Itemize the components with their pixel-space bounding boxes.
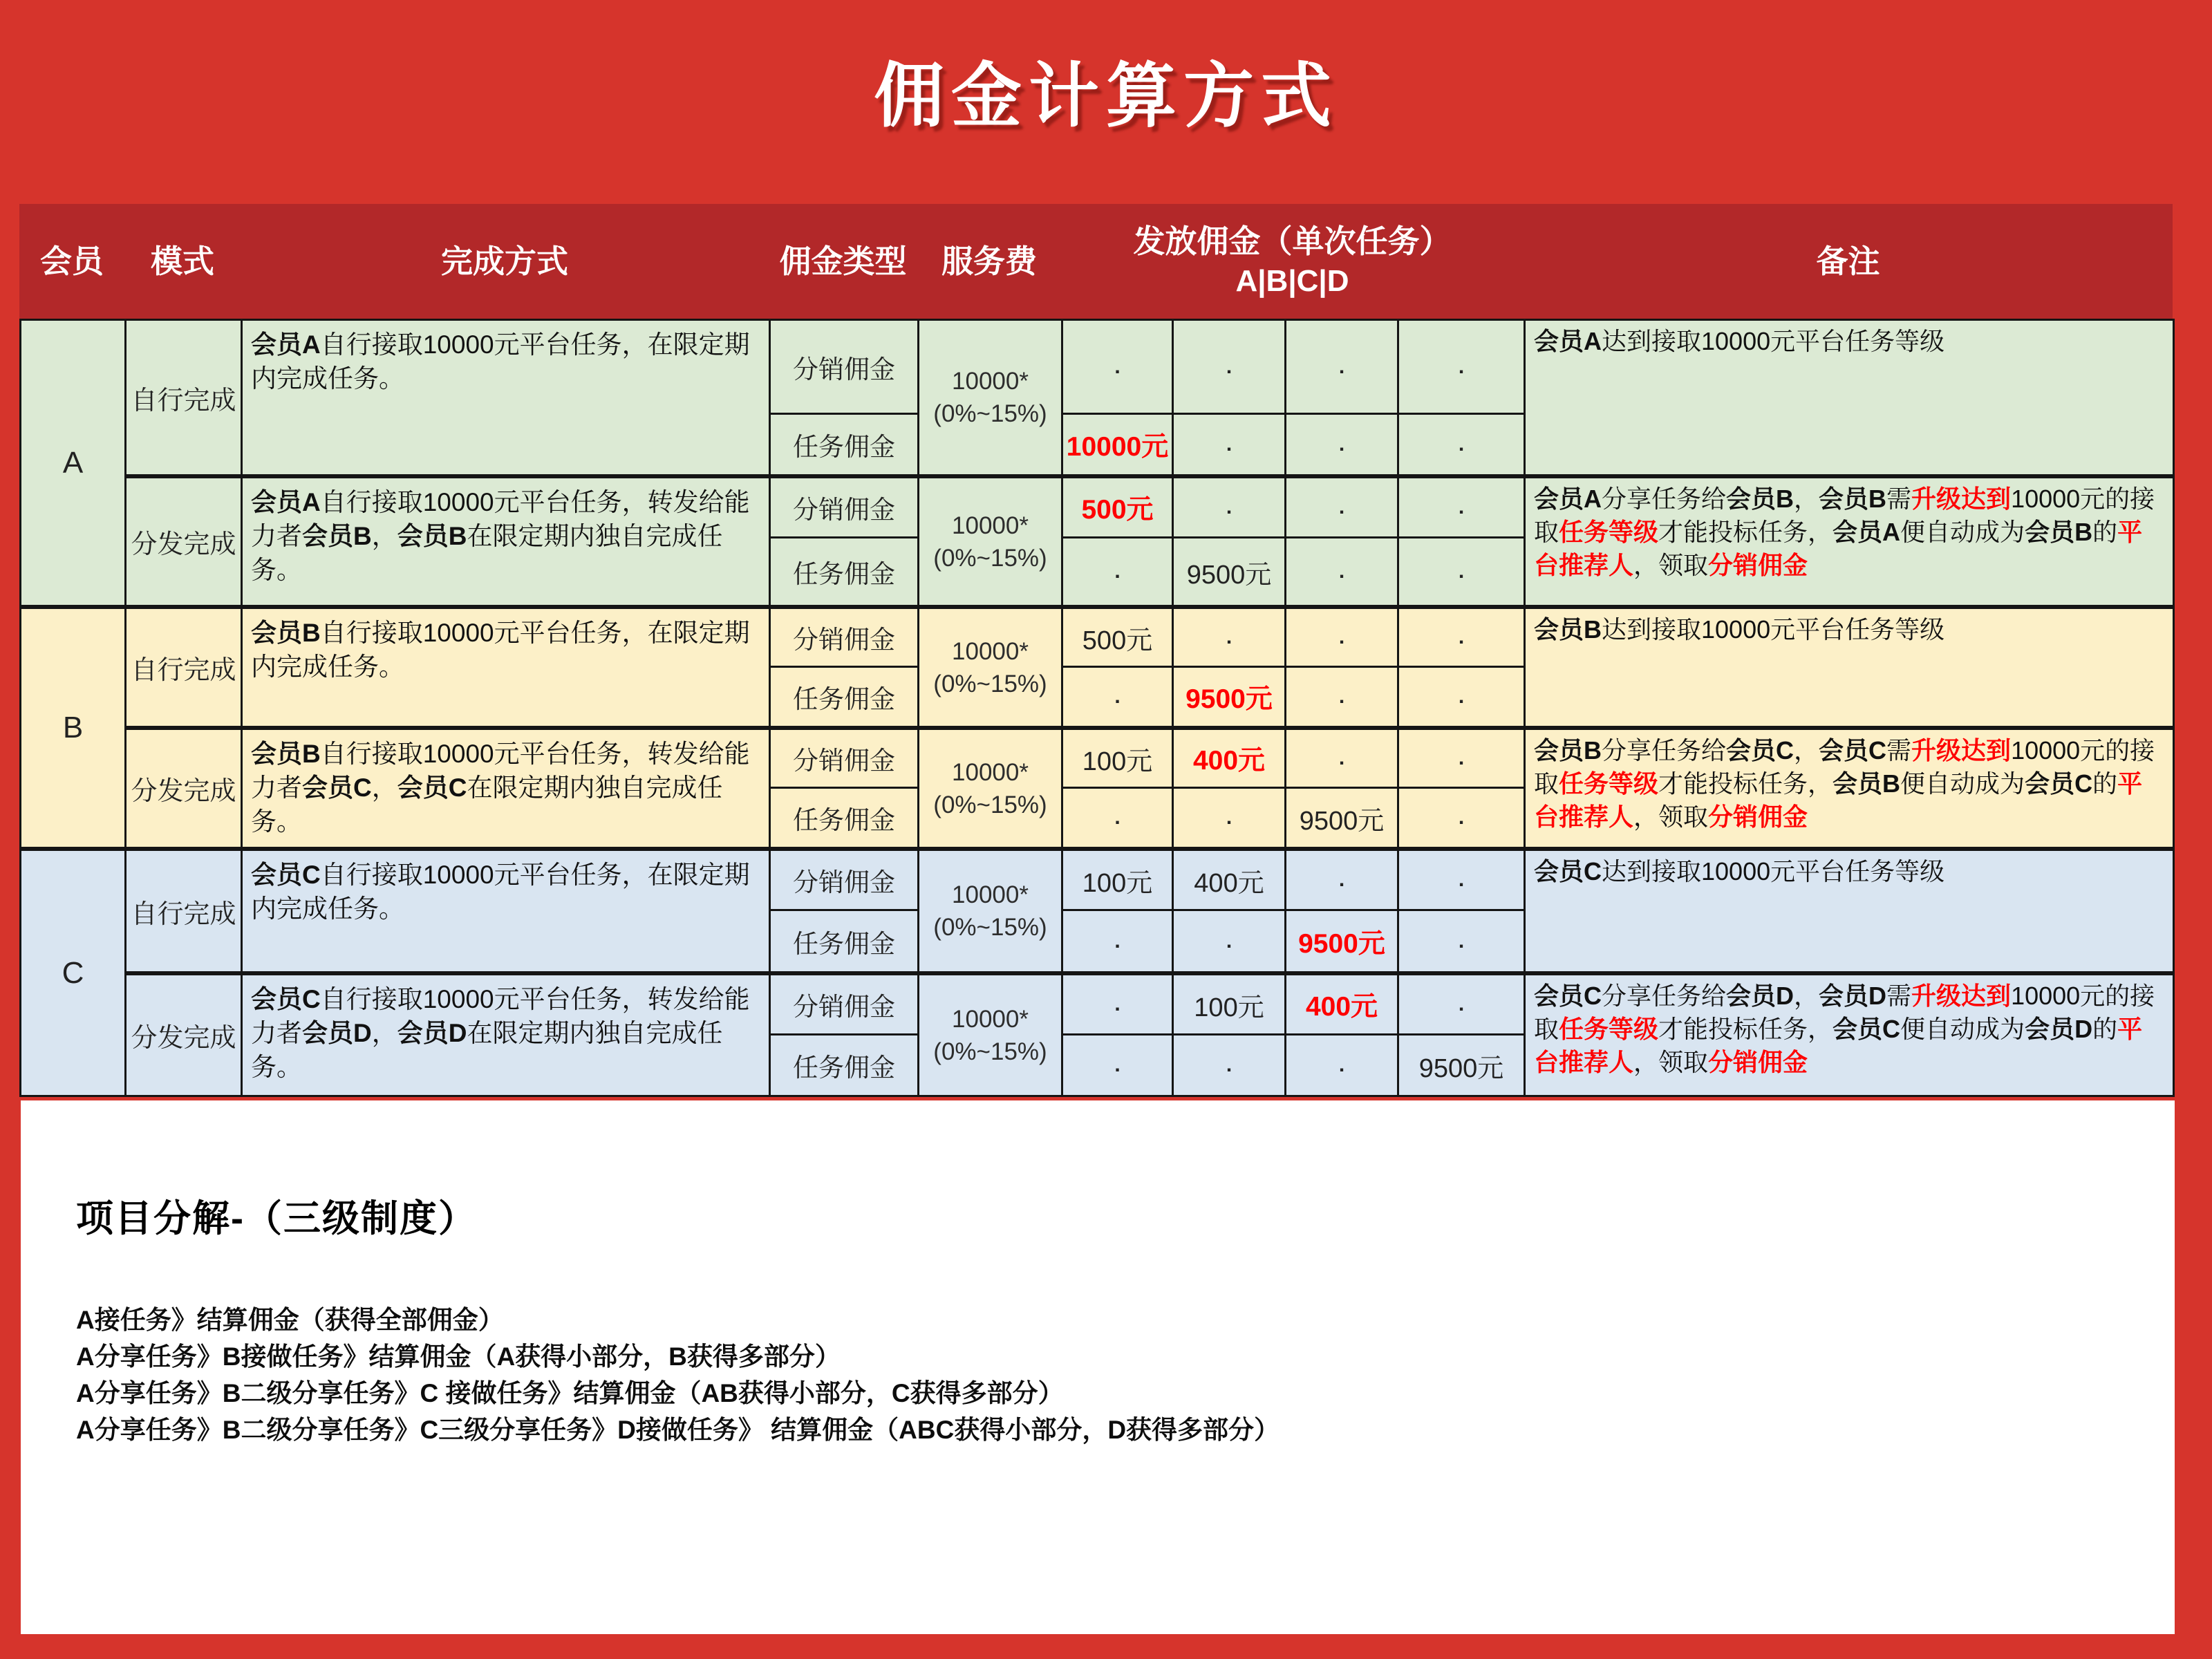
- payout-value-cell: .: [1399, 973, 1526, 1035]
- breakdown-line: A分享任务》B二级分享任务》C 接做任务》结算佣金（AB获得小部分，C获得多部分）: [76, 1379, 1064, 1407]
- payout-value-cell: .: [1399, 911, 1526, 973]
- breakdown-line: A分享任务》B接做任务》结算佣金（A获得小部分，B获得多部分）: [76, 1342, 841, 1371]
- breakdown-line: A接任务》结算佣金（获得全部佣金）: [76, 1306, 504, 1334]
- payout-value-cell: 9500元: [1399, 1035, 1526, 1097]
- method-description-cell: 会员A自行接取10000元平台任务，在限定期内完成任务。: [243, 321, 771, 476]
- payout-value-cell: 400元: [1174, 849, 1286, 911]
- commission-type-cell: 任务佣金: [771, 538, 919, 607]
- service-fee-cell: 10000* (0%~15%): [919, 607, 1063, 728]
- payout-value-cell: .: [1286, 415, 1399, 476]
- payout-value-cell: .: [1174, 476, 1286, 538]
- service-fee-cell: 10000* (0%~15%): [919, 728, 1063, 849]
- commission-type-cell: 任务佣金: [771, 668, 919, 728]
- payout-value-cell: .: [1286, 1035, 1399, 1097]
- method-description-cell: 会员B自行接取10000元平台任务，转发给能力者会员C，会员C在限定期内独自完成任务。: [243, 728, 771, 849]
- payout-value-cell: .: [1063, 1035, 1174, 1097]
- header-payout-abcd: A|B|C|D: [1235, 264, 1349, 299]
- payout-value-cell: 9500元: [1174, 538, 1286, 607]
- service-fee-cell: 10000* (0%~15%): [919, 476, 1063, 607]
- commission-type-cell: 任务佣金: [771, 911, 919, 973]
- payout-value-cell: .: [1286, 321, 1399, 415]
- service-fee-cell: 10000* (0%~15%): [919, 849, 1063, 973]
- commission-type-cell: 分销佣金: [771, 728, 919, 789]
- breakdown-panel: [21, 1100, 2175, 1634]
- payout-value-cell: .: [1063, 973, 1174, 1035]
- payout-value-cell: .: [1174, 321, 1286, 415]
- payout-value-cell: .: [1399, 789, 1526, 849]
- payout-value-cell: .: [1399, 321, 1526, 415]
- payout-value-cell: 100元: [1063, 849, 1174, 911]
- payout-value-cell: .: [1174, 789, 1286, 849]
- payout-value-cell: 100元: [1063, 728, 1174, 789]
- payout-value-cell: 9500元: [1174, 668, 1286, 728]
- method-description-cell: 会员C自行接取10000元平台任务，在限定期内完成任务。: [243, 849, 771, 973]
- header-service-fee: 服务费: [941, 243, 1037, 279]
- remark-cell: 会员C达到接取10000元平台任务等级: [1526, 849, 2175, 973]
- method-description-cell: 会员B自行接取10000元平台任务，在限定期内完成任务。: [243, 607, 771, 728]
- payout-value-cell: .: [1399, 415, 1526, 476]
- payout-value-cell: 100元: [1174, 973, 1286, 1035]
- breakdown-lines: [76, 1302, 2175, 1448]
- payout-value-cell: 9500元: [1286, 911, 1399, 973]
- commission-type-cell: 分销佣金: [771, 607, 919, 668]
- payout-value-cell: 400元: [1174, 728, 1286, 789]
- payout-value-cell: 500元: [1063, 607, 1174, 668]
- mode-cell: 自行完成: [126, 849, 243, 973]
- commission-type-cell: 任务佣金: [771, 1035, 919, 1097]
- header-payout: [1061, 223, 1524, 299]
- commission-type-cell: 分销佣金: [771, 973, 919, 1035]
- payout-value-cell: 10000元: [1063, 415, 1174, 476]
- commission-type-cell: 分销佣金: [771, 321, 919, 415]
- payout-value-cell: .: [1063, 321, 1174, 415]
- payout-value-cell: 400元: [1286, 973, 1399, 1035]
- payout-value-cell: .: [1399, 538, 1526, 607]
- remark-cell: 会员B分享任务给会员C，会员C需升级达到10000元的接取任务等级才能投标任务，会员B便自动成为会员C的平台推荐人，领取分销佣金: [1526, 728, 2175, 849]
- commission-table-body: [19, 319, 2175, 1097]
- payout-value-cell: .: [1286, 476, 1399, 538]
- payout-value-cell: .: [1174, 607, 1286, 668]
- breakdown-line: A分享任务》B二级分享任务》C三级分享任务》D接做任务》 结算佣金（ABC获得小部分，D获得多部分）: [76, 1416, 1280, 1444]
- commission-type-cell: 分销佣金: [771, 849, 919, 911]
- member-cell: A: [21, 321, 126, 607]
- page-title: 佣金计算方式: [874, 57, 1338, 135]
- header-member: 会员: [40, 243, 104, 279]
- method-description-cell: 会员A自行接取10000元平台任务，转发给能力者会员B，会员B在限定期内独自完成任务。: [243, 476, 771, 607]
- payout-value-cell: .: [1063, 668, 1174, 728]
- payout-value-cell: .: [1286, 538, 1399, 607]
- payout-value-cell: .: [1399, 476, 1526, 538]
- commission-type-cell: 任务佣金: [771, 789, 919, 849]
- table-header-band: [19, 204, 2173, 319]
- method-description-cell: 会员C自行接取10000元平台任务，转发给能力者会员D，会员D在限定期内独自完成任务。: [243, 973, 771, 1097]
- payout-value-cell: .: [1286, 849, 1399, 911]
- mode-cell: 自行完成: [126, 321, 243, 476]
- breakdown-heading: 项目分解-（三级制度）: [76, 1198, 477, 1239]
- payout-value-cell: .: [1174, 1035, 1286, 1097]
- payout-value-cell: .: [1286, 607, 1399, 668]
- commission-type-cell: 任务佣金: [771, 415, 919, 476]
- header-remarks: 备注: [1816, 243, 1880, 279]
- mode-cell: 自行完成: [126, 607, 243, 728]
- payout-value-cell: .: [1399, 728, 1526, 789]
- remark-cell: 会员A分享任务给会员B，会员B需升级达到10000元的接取任务等级才能投标任务，会员A便自动成为会员B的平台推荐人，领取分销佣金: [1526, 476, 2175, 607]
- member-cell: B: [21, 607, 126, 849]
- header-commission-type: 佣金类型: [779, 243, 907, 279]
- payout-value-cell: 9500元: [1286, 789, 1399, 849]
- payout-value-cell: .: [1063, 911, 1174, 973]
- remark-cell: 会员A达到接取10000元平台任务等级: [1526, 321, 2175, 476]
- header-payout-line1: 发放佣金（单次任务）: [1133, 223, 1452, 260]
- payout-value-cell: .: [1063, 538, 1174, 607]
- member-cell: C: [21, 849, 126, 1097]
- payout-value-cell: .: [1063, 789, 1174, 849]
- payout-value-cell: .: [1286, 728, 1399, 789]
- payout-value-cell: .: [1399, 668, 1526, 728]
- remark-cell: 会员B达到接取10000元平台任务等级: [1526, 607, 2175, 728]
- payout-value-cell: 500元: [1063, 476, 1174, 538]
- mode-cell: 分发完成: [126, 476, 243, 607]
- service-fee-cell: 10000* (0%~15%): [919, 973, 1063, 1097]
- payout-value-cell: .: [1399, 607, 1526, 668]
- header-mode: 模式: [151, 243, 214, 279]
- remark-cell: 会员C分享任务给会员D，会员D需升级达到10000元的接取任务等级才能投标任务，会员C便自动成为会员D的平台推荐人，领取分销佣金: [1526, 973, 2175, 1097]
- mode-cell: 分发完成: [126, 728, 243, 849]
- payout-value-cell: .: [1174, 415, 1286, 476]
- service-fee-cell: 10000* (0%~15%): [919, 321, 1063, 476]
- payout-value-cell: .: [1286, 668, 1399, 728]
- header-method: 完成方式: [441, 243, 568, 279]
- commission-type-cell: 分销佣金: [771, 476, 919, 538]
- payout-value-cell: .: [1399, 849, 1526, 911]
- payout-value-cell: .: [1174, 911, 1286, 973]
- mode-cell: 分发完成: [126, 973, 243, 1097]
